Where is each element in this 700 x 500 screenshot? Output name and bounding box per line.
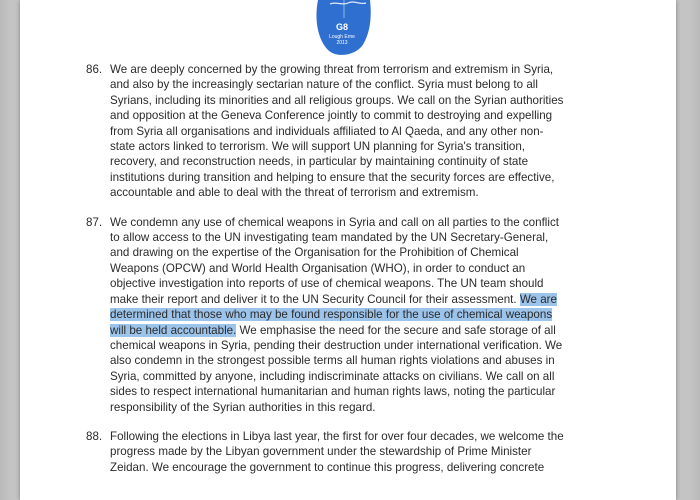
selected-text[interactable]: determined that those who may be found responsible for the use of chemical weapons xyxy=(110,308,553,322)
paragraph-86 xyxy=(86,62,614,201)
text-line xyxy=(110,307,614,322)
text-line: and opposition at the Geneva Conference jointly to commit to destroying and expelling xyxy=(110,109,553,123)
text-line: Syrians, including its minorities and all religious groups. We call on the Syrian authorities xyxy=(110,93,564,107)
paragraph-number: 88. xyxy=(86,429,103,443)
paragraph-88 xyxy=(86,429,614,475)
text-line: to allow access to the UN investigating team mandated by the UN Secretary-General, xyxy=(110,231,549,245)
text-line: institutions during transition and helping to ensure that the security forces are effective, xyxy=(110,170,555,184)
selected-text[interactable]: will be held accountable. xyxy=(110,323,237,337)
text-line: objective investigation into reports of use of chemical weapons. The UN team should xyxy=(110,277,544,291)
text-line xyxy=(110,292,614,307)
text-line: We condemn any use of chemical weapons in Syria and call on all parties to the conflict xyxy=(110,215,559,229)
text-line: and also by the increasingly sectarian nature of the conflict. Syria must belong to all xyxy=(110,78,538,92)
text-line: Weapons (OPCW) and World Health Organisation (WHO), in order to conduct an xyxy=(110,261,526,275)
document-body xyxy=(86,62,614,489)
text-line xyxy=(110,323,614,338)
logo-text-place: Lough Erne xyxy=(329,34,355,40)
g8-lough-erne-logo xyxy=(304,0,384,58)
paragraph-87 xyxy=(86,215,614,415)
paragraph-number: 87. xyxy=(86,215,103,229)
paragraph-number: 86. xyxy=(86,63,103,76)
text-line: Syria, committed by anyone, including indiscriminate attacks on civilians. We call on all xyxy=(110,369,555,383)
text-line: responsibility of the Syrian authorities in this regard. xyxy=(110,400,376,414)
document-page[interactable] xyxy=(20,0,676,500)
text-line: state actors linked to terrorism. We will support UN planning for Syria's transition, xyxy=(110,140,526,154)
text-line: sides to respect international humanitarian and human rights laws, noting the particular xyxy=(110,385,556,399)
logo-text-g8: G8 xyxy=(335,22,349,32)
text-line: chemical weapons in Syria, pending their destruction under international verification. We xyxy=(110,338,563,352)
text-line: from Syria all organisations and individuals affiliated to Al Qaeda, and any other non- xyxy=(110,124,544,138)
text-line: Following the elections in Libya last year, the first for over four decades, we welcome the xyxy=(110,429,564,443)
selected-text[interactable]: We are xyxy=(519,292,557,306)
text-segment: We emphasise the need for the secure and safe storage of all xyxy=(236,323,556,337)
logo-text-year: 2013 xyxy=(336,40,348,46)
text-line: We are deeply concerned by the growing threat from terrorism and extremism in Syria, xyxy=(110,63,554,76)
text-line: recovery, and reconstruction needs, in particular by maintaining continuity of state xyxy=(110,155,529,169)
text-line: Zeidan. We encourage the government to continue this progress, delivering concrete xyxy=(110,460,545,474)
text-segment: make their report and deliver it to the UN Security Council for their assessment. xyxy=(110,292,520,306)
text-line: and drawing on the expertise of the Organisation for the Prohibition of Chemical xyxy=(110,246,519,260)
text-line: also condemn in the strongest possible terms all human rights violations and abuses in xyxy=(110,354,555,368)
text-line: progress made by the Libyan government under the stewardship of Prime Minister xyxy=(110,445,532,459)
text-line: accountable and able to deal with the threat of terrorism and extremism. xyxy=(110,186,479,200)
